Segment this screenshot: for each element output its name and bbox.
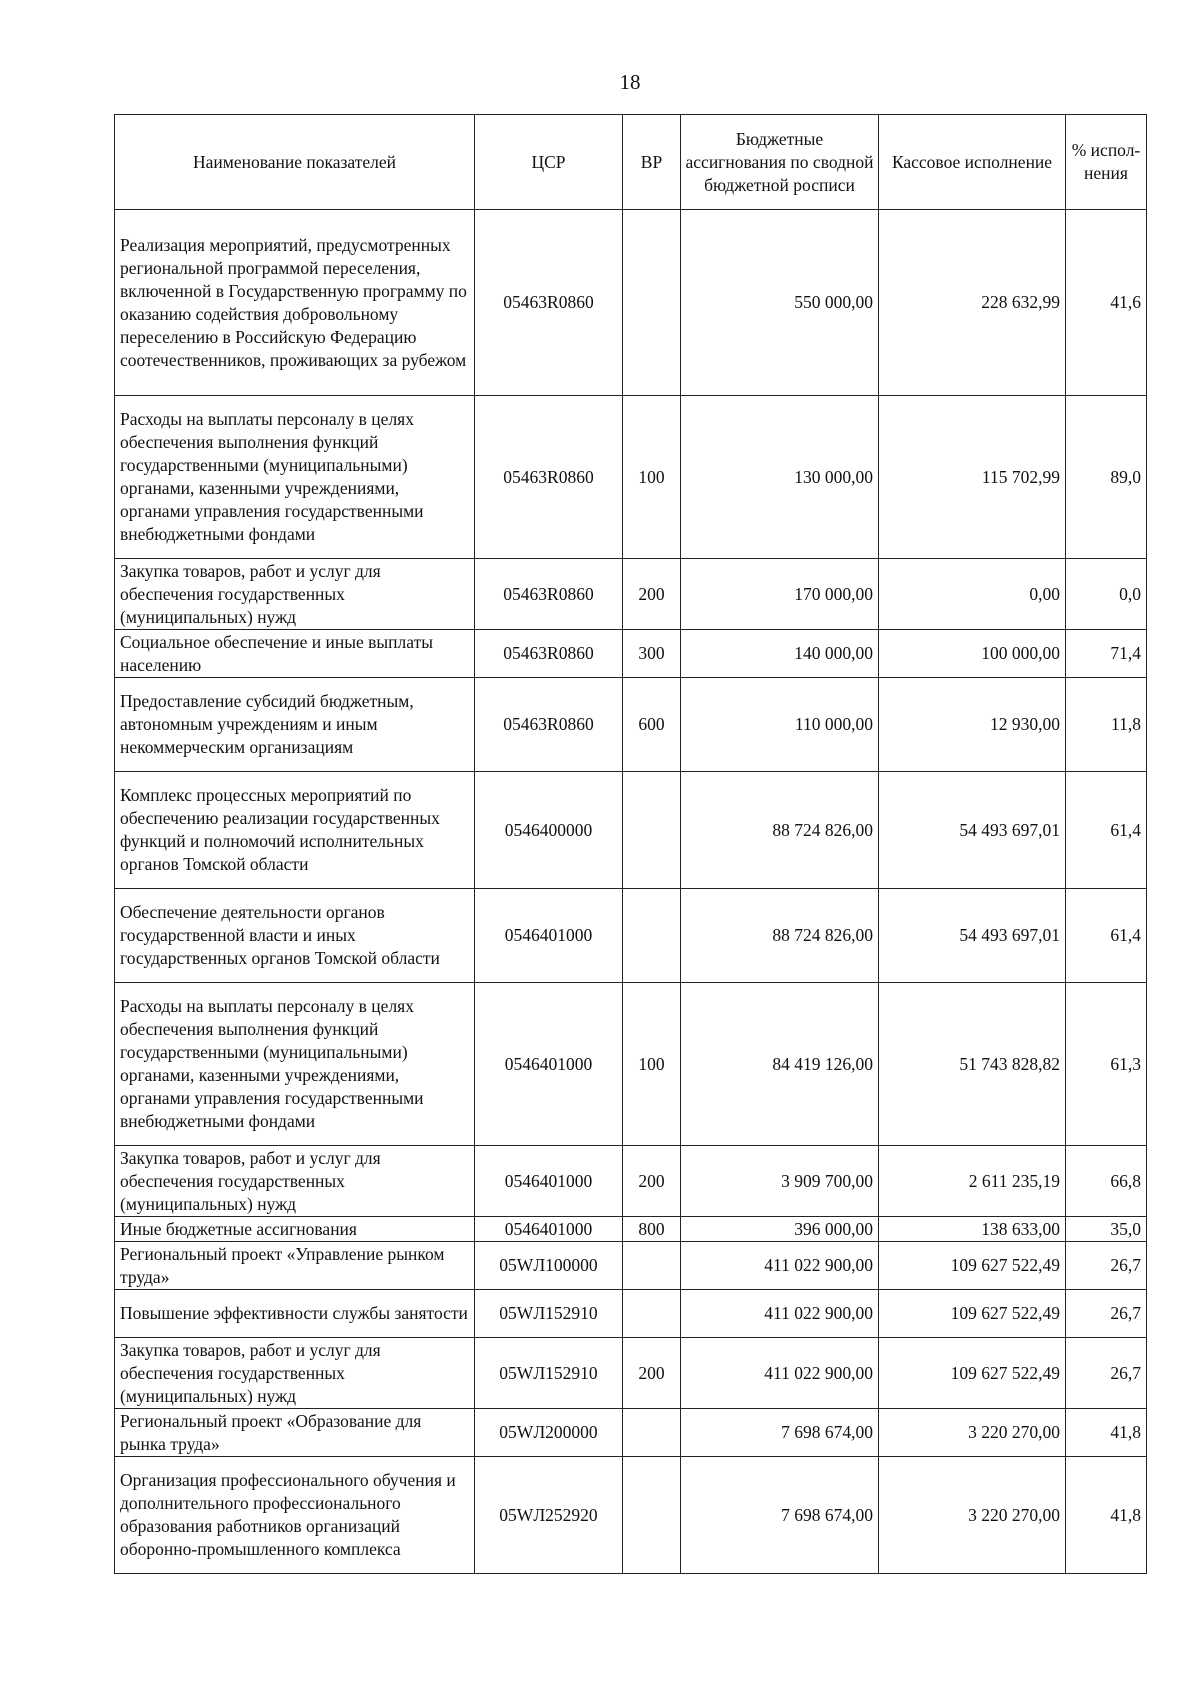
row-budget: 88 724 826,00 xyxy=(681,772,879,889)
row-vr xyxy=(623,210,681,396)
row-vr: 600 xyxy=(623,678,681,772)
table-row xyxy=(115,1242,1147,1290)
row-csr: 05WЛ152910 xyxy=(475,1290,623,1338)
row-cash: 138 633,00 xyxy=(879,1217,1066,1242)
row-vr xyxy=(623,889,681,983)
row-cash: 109 627 522,49 xyxy=(879,1290,1066,1338)
row-budget: 396 000,00 xyxy=(681,1217,879,1242)
row-cash: 115 702,99 xyxy=(879,396,1066,559)
row-name: Организация профессионального обучения и дополнительного профессионального образования работников организаций оборонно-промышленного комплекса xyxy=(115,1457,475,1574)
row-name: Комплекс процессных мероприятий по обеспечению реализации государственных функций и полномочий исполнительных органов Томской области xyxy=(115,772,475,889)
row-name: Региональный проект «Образование для рынка труда» xyxy=(115,1409,475,1457)
row-budget: 411 022 900,00 xyxy=(681,1290,879,1338)
row-budget: 110 000,00 xyxy=(681,678,879,772)
row-budget: 170 000,00 xyxy=(681,559,879,630)
row-vr xyxy=(623,1242,681,1290)
row-budget: 130 000,00 xyxy=(681,396,879,559)
page-number: 18 xyxy=(619,70,641,94)
row-budget: 140 000,00 xyxy=(681,630,879,678)
row-cash: 2 611 235,19 xyxy=(879,1146,1066,1217)
row-vr: 300 xyxy=(623,630,681,678)
row-vr xyxy=(623,772,681,889)
table-body xyxy=(115,210,1147,1574)
row-csr: 05WЛ152910 xyxy=(475,1338,623,1409)
row-cash: 51 743 828,82 xyxy=(879,983,1066,1146)
table-row xyxy=(115,1409,1147,1457)
row-name: Расходы на выплаты персоналу в целях обеспечения выполнения функций государственными (муниципальными) органами, казенными учреждениями, органами управления государственными внебюджетными фондами xyxy=(115,396,475,559)
row-budget: 411 022 900,00 xyxy=(681,1338,879,1409)
header-csr: ЦСР xyxy=(475,115,623,210)
row-pct: 66,8 xyxy=(1066,1146,1147,1217)
row-pct: 0,0 xyxy=(1066,559,1147,630)
row-name: Региональный проект «Управление рынком труда» xyxy=(115,1242,475,1290)
row-pct: 41,8 xyxy=(1066,1457,1147,1574)
row-cash: 228 632,99 xyxy=(879,210,1066,396)
row-csr: 05463R0860 xyxy=(475,396,623,559)
table-row xyxy=(115,1457,1147,1574)
row-cash: 54 493 697,01 xyxy=(879,772,1066,889)
row-pct: 41,6 xyxy=(1066,210,1147,396)
row-cash: 0,00 xyxy=(879,559,1066,630)
row-pct: 61,3 xyxy=(1066,983,1147,1146)
table-row xyxy=(115,559,1147,630)
row-budget: 550 000,00 xyxy=(681,210,879,396)
row-name: Закупка товаров, работ и услуг для обеспечения государственных (муниципальных) нужд xyxy=(115,559,475,630)
row-name: Закупка товаров, работ и услуг для обеспечения государственных (муниципальных) нужд xyxy=(115,1338,475,1409)
row-budget: 7 698 674,00 xyxy=(681,1457,879,1574)
row-csr: 0546401000 xyxy=(475,1217,623,1242)
row-vr xyxy=(623,1409,681,1457)
row-cash: 12 930,00 xyxy=(879,678,1066,772)
table-row xyxy=(115,210,1147,396)
row-cash: 3 220 270,00 xyxy=(879,1457,1066,1574)
table-row xyxy=(115,678,1147,772)
row-pct: 61,4 xyxy=(1066,772,1147,889)
header-cash: Кассовое исполнение xyxy=(879,115,1066,210)
row-name: Обеспечение деятельности органов государственной власти и иных государственных органов Томской области xyxy=(115,889,475,983)
row-cash: 109 627 522,49 xyxy=(879,1338,1066,1409)
table-row xyxy=(115,889,1147,983)
row-name: Иные бюджетные ассигнования xyxy=(115,1217,475,1242)
row-csr: 05WЛ200000 xyxy=(475,1409,623,1457)
header-vr: ВР xyxy=(623,115,681,210)
row-csr: 05463R0860 xyxy=(475,630,623,678)
row-pct: 41,8 xyxy=(1066,1409,1147,1457)
header-budget: Бюджетные ассигнования по сводной бюджетной росписи xyxy=(681,115,879,210)
row-vr: 200 xyxy=(623,1338,681,1409)
row-budget: 411 022 900,00 xyxy=(681,1242,879,1290)
row-budget: 84 419 126,00 xyxy=(681,983,879,1146)
row-name: Реализация мероприятий, предусмотренных региональной программой переселения, включенной в Государственную программу по оказанию содействия добровольному переселению в Российскую Федерацию соотечественников, проживающих за рубежом xyxy=(115,210,475,396)
table-row xyxy=(115,396,1147,559)
row-vr: 200 xyxy=(623,1146,681,1217)
row-pct: 89,0 xyxy=(1066,396,1147,559)
row-vr: 100 xyxy=(623,396,681,559)
table-header-row xyxy=(115,115,1147,210)
row-pct: 71,4 xyxy=(1066,630,1147,678)
row-name: Расходы на выплаты персоналу в целях обеспечения выполнения функций государственными (муниципальными) органами, казенными учреждениями, органами управления государственными внебюджетными фондами xyxy=(115,983,475,1146)
row-name: Социальное обеспечение и иные выплаты населению xyxy=(115,630,475,678)
table-row xyxy=(115,1217,1147,1242)
row-name: Повышение эффективности службы занятости xyxy=(115,1290,475,1338)
row-cash: 109 627 522,49 xyxy=(879,1242,1066,1290)
row-csr: 0546401000 xyxy=(475,1146,623,1217)
row-csr: 0546401000 xyxy=(475,889,623,983)
row-budget: 88 724 826,00 xyxy=(681,889,879,983)
table-row xyxy=(115,983,1147,1146)
row-pct: 61,4 xyxy=(1066,889,1147,983)
row-cash: 100 000,00 xyxy=(879,630,1066,678)
row-name: Закупка товаров, работ и услуг для обеспечения государственных (муниципальных) нужд xyxy=(115,1146,475,1217)
row-name: Предоставление субсидий бюджетным, автономным учреждениям и иным некоммерческим организациям xyxy=(115,678,475,772)
row-vr: 800 xyxy=(623,1217,681,1242)
table-row xyxy=(115,772,1147,889)
row-csr: 05WЛ252920 xyxy=(475,1457,623,1574)
budget-execution-table xyxy=(114,114,1147,1574)
row-pct: 35,0 xyxy=(1066,1217,1147,1242)
table-row xyxy=(115,1290,1147,1338)
row-vr: 200 xyxy=(623,559,681,630)
row-pct: 26,7 xyxy=(1066,1290,1147,1338)
row-cash: 54 493 697,01 xyxy=(879,889,1066,983)
row-csr: 05WЛ100000 xyxy=(475,1242,623,1290)
row-csr: 05463R0860 xyxy=(475,210,623,396)
row-csr: 0546401000 xyxy=(475,983,623,1146)
row-csr: 0546400000 xyxy=(475,772,623,889)
row-vr xyxy=(623,1290,681,1338)
row-budget: 7 698 674,00 xyxy=(681,1409,879,1457)
row-pct: 11,8 xyxy=(1066,678,1147,772)
row-vr: 100 xyxy=(623,983,681,1146)
row-pct: 26,7 xyxy=(1066,1242,1147,1290)
table-row xyxy=(115,630,1147,678)
row-csr: 05463R0860 xyxy=(475,678,623,772)
row-pct: 26,7 xyxy=(1066,1338,1147,1409)
row-vr xyxy=(623,1457,681,1574)
header-pct: % испол-нения xyxy=(1066,115,1147,210)
row-csr: 05463R0860 xyxy=(475,559,623,630)
row-budget: 3 909 700,00 xyxy=(681,1146,879,1217)
header-name: Наименование показателей xyxy=(115,115,475,210)
row-cash: 3 220 270,00 xyxy=(879,1409,1066,1457)
table-row xyxy=(115,1338,1147,1409)
table-row xyxy=(115,1146,1147,1217)
